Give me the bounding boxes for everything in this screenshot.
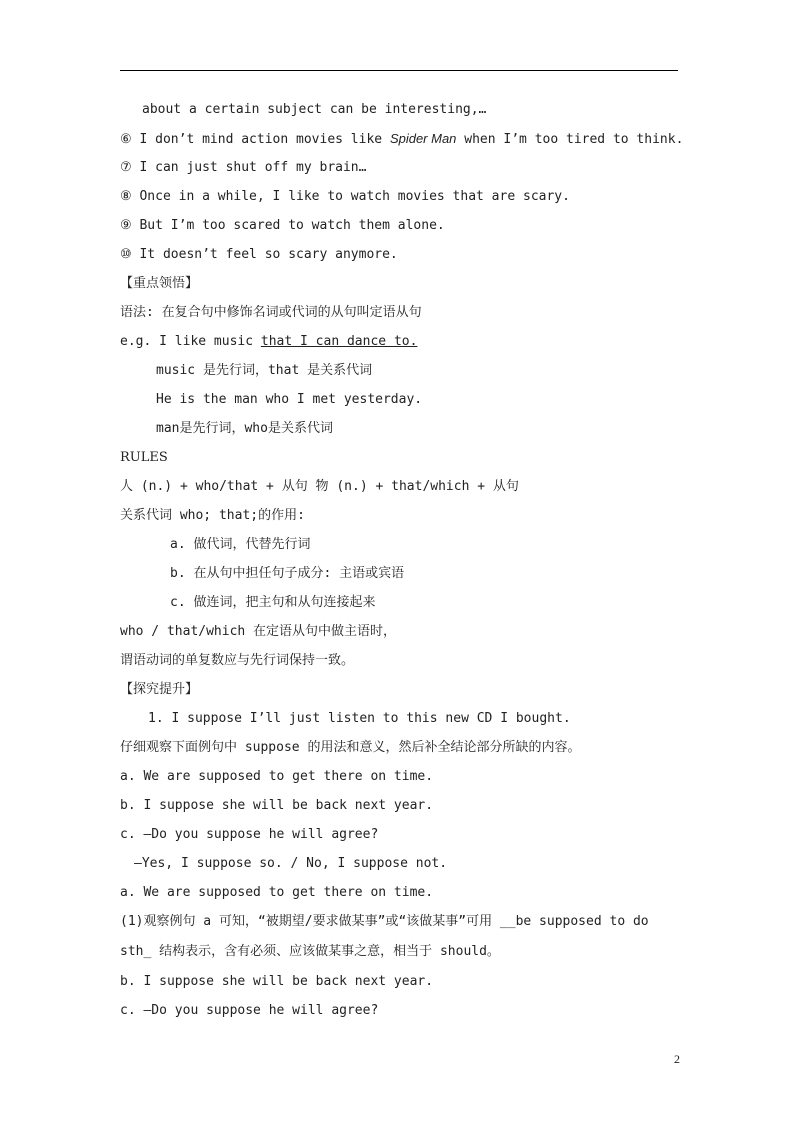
text-line: b. I suppose she will be back next year.: [120, 798, 434, 813]
text-line: about a certain subject can be interesting,…: [142, 102, 487, 117]
text-line: sth_ 结构表示，含有必须、应该做某事之意，相当于 should。: [120, 944, 500, 959]
text-line: ⑩ It doesn’t feel so scary anymore.: [120, 247, 398, 262]
text-line: who / that/which 在定语从句中做主语时，: [120, 624, 397, 639]
text-line: 语法: 在复合句中修饰名词或代词的从句叫定语从句: [120, 305, 422, 320]
text-line: music 是先行词，that 是关系代词: [156, 363, 373, 378]
text-line: c. —Do you suppose he will agree?: [120, 1003, 379, 1018]
text-line: [120, 131, 683, 148]
section-heading: 【重点领悟】: [120, 276, 199, 291]
list-item: c. 做连词，把主句和从句连接起来: [170, 595, 376, 610]
text-line: 1. I suppose I’ll just listen to this new CD I bought.: [148, 711, 571, 726]
text-line: 谓语动词的单复数应与先行词保持一致。: [120, 653, 355, 668]
text-line: a. We are supposed to get there on time.: [120, 769, 434, 784]
header-rule: [120, 70, 678, 71]
text-line: (1)观察例句 a 可知，“被期望/要求做某事”或“该做某事”可用 __be supposed to do: [120, 914, 649, 929]
list-item: a. 做代词，代替先行词: [170, 537, 311, 552]
underlined-clause: that I can dance to.: [260, 334, 418, 349]
text-line: He is the man who I met yesterday.: [156, 392, 423, 407]
list-item: b. 在从句中担任句子成分: 主语或宾语: [170, 566, 405, 581]
text-line: 人 (n.) + who/that + 从句 物 (n.) + that/which + 从句: [120, 479, 519, 494]
text-line: [120, 334, 417, 350]
text-span: e.g. I like music: [120, 334, 261, 349]
text-span: ⑥ I don’t mind action movies like: [120, 132, 390, 147]
text-line: c. —Do you suppose he will agree?: [120, 827, 379, 842]
movie-title: Spider Man: [389, 131, 457, 146]
text-line: ⑧ Once in a while, I like to watch movies that are scary.: [120, 189, 570, 204]
text-line: man是先行词，who是关系代词: [156, 421, 333, 436]
text-span: when I’m too tired to think.: [456, 132, 684, 147]
section-heading: 【探究提升】: [120, 682, 199, 697]
text-line: ⑦ I can just shut off my brain…: [120, 160, 367, 175]
text-line: a. We are supposed to get there on time.: [120, 885, 434, 900]
text-line: 关系代词 who; that;的作用:: [120, 508, 305, 523]
text-line: —Yes, I suppose so. / No, I suppose not.: [134, 856, 448, 871]
text-line: ⑨ But I’m too scared to watch them alone.: [120, 218, 445, 233]
text-line: b. I suppose she will be back next year.: [120, 974, 434, 989]
text-line: 仔细观察下面例句中 suppose 的用法和意义，然后补全结论部分所缺的内容。: [120, 740, 581, 755]
page-number: 2: [674, 1052, 680, 1066]
text-line: RULES: [120, 450, 168, 465]
